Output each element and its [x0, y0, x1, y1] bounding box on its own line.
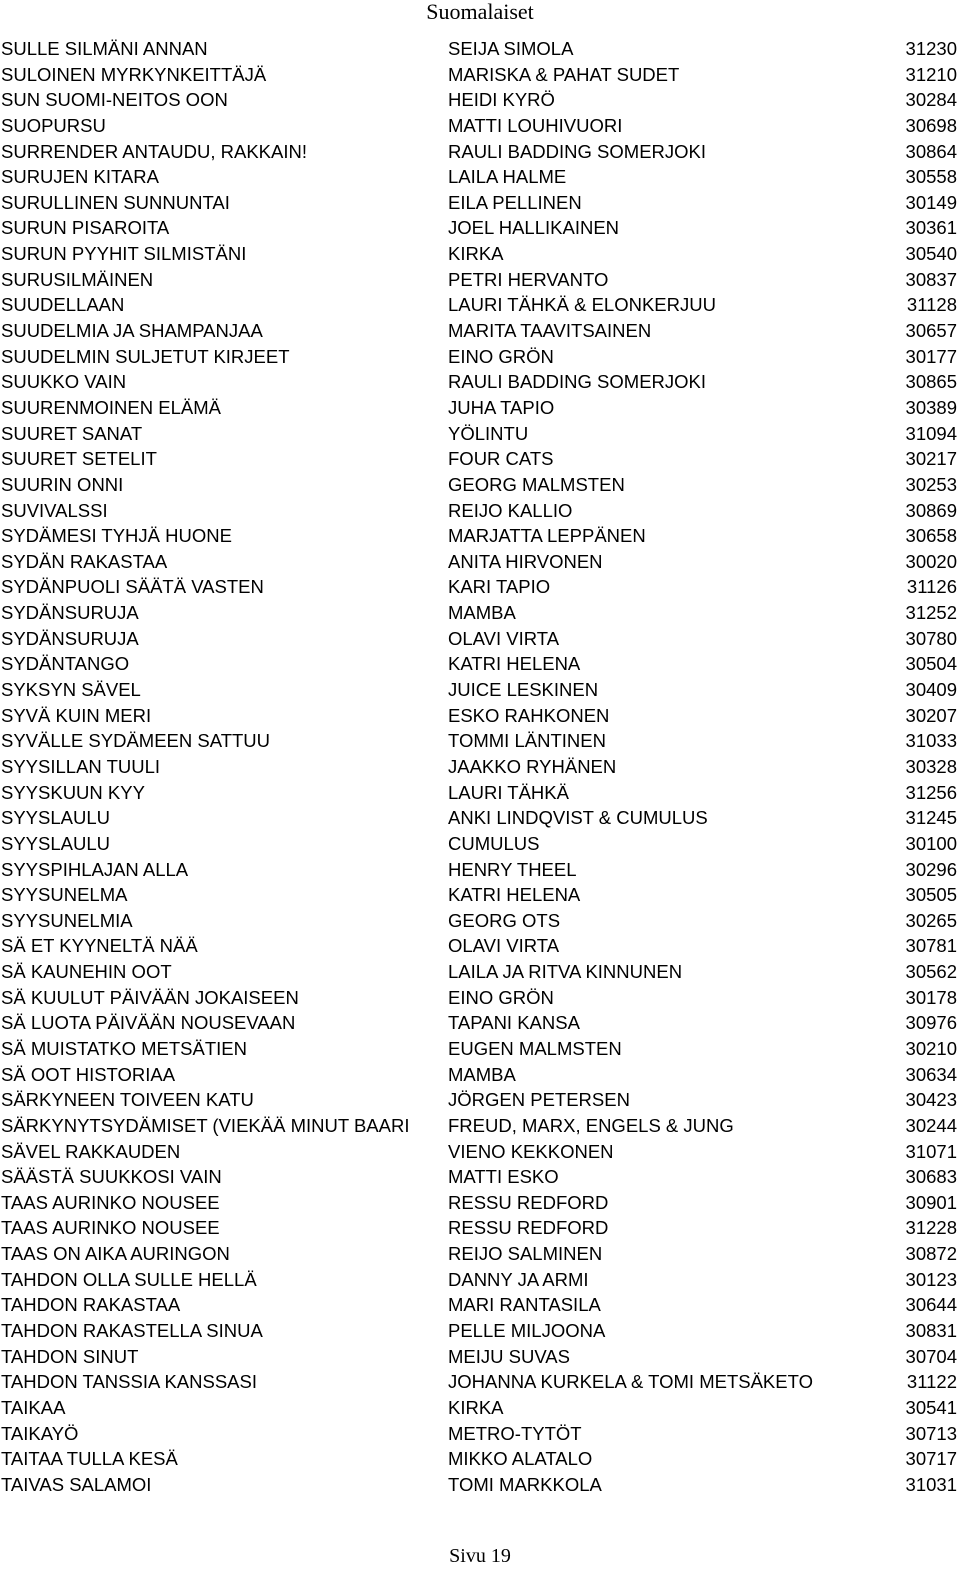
page-number: Sivu 19	[449, 1545, 511, 1567]
song-code: 30683	[905, 1166, 957, 1188]
song-title: SYYSILLAN TUULI	[1, 755, 161, 777]
song-artist: RESSU REDFORD	[448, 1217, 609, 1239]
song-row	[0, 805, 960, 831]
song-row	[0, 446, 960, 472]
song-row	[0, 1421, 960, 1447]
song-title: SULLE SILMÄNI ANNAN	[1, 38, 208, 59]
song-row	[0, 1190, 960, 1216]
song-artist: MAMBA	[448, 602, 516, 624]
song-artist: EILA PELLINEN	[448, 191, 582, 213]
song-code: 30780	[905, 627, 957, 649]
song-title: SUN SUOMI-NEITOS OON	[1, 89, 228, 111]
song-code: 31122	[906, 1371, 957, 1393]
song-row	[0, 1472, 960, 1498]
song-code: 30558	[905, 166, 957, 188]
song-code: 30296	[905, 858, 957, 880]
song-artist: RESSU REDFORD	[448, 1191, 609, 1213]
song-artist: ANKI LINDQVIST & CUMULUS	[448, 807, 708, 829]
song-title: SUURET SANAT	[1, 422, 143, 444]
song-artist: PELLE MILJOONA	[448, 1320, 606, 1342]
song-row	[0, 87, 960, 113]
song-artist: MARISKA & PAHAT SUDET	[448, 63, 680, 85]
song-title: SYVÄ KUIN MERI	[1, 704, 152, 726]
song-artist: EINO GRÖN	[448, 345, 554, 367]
song-title: TAIVAS SALAMOI	[1, 1473, 152, 1495]
song-row	[0, 1036, 960, 1062]
song-artist: KIRKA	[448, 243, 504, 265]
song-code: 30541	[905, 1396, 957, 1418]
song-row	[0, 703, 960, 729]
song-title: TAHDON SINUT	[1, 1345, 139, 1367]
song-code: 30217	[905, 448, 957, 470]
song-title: TAAS ON AIKA AURINGON	[1, 1243, 230, 1265]
song-artist: TOMMI LÄNTINEN	[448, 730, 606, 752]
song-row	[0, 959, 960, 985]
song-title: TAIKAA	[1, 1396, 66, 1418]
song-row	[0, 574, 960, 600]
song-code: 31031	[905, 1473, 957, 1495]
song-title: SÄ OOT HISTORIAA	[1, 1063, 176, 1085]
song-row	[0, 882, 960, 908]
song-title: TAHDON RAKASTELLA SINUA	[1, 1320, 263, 1342]
song-row	[0, 472, 960, 498]
song-code: 31228	[905, 1217, 957, 1239]
song-code: 31128	[906, 294, 957, 316]
song-title: SYDÄMESI TYHJÄ HUONE	[1, 525, 232, 547]
song-row	[0, 677, 960, 703]
song-artist: OLAVI VIRTA	[448, 627, 560, 649]
song-code: 30505	[905, 884, 957, 906]
song-artist: HENRY THEEL	[448, 858, 577, 880]
song-artist: JUHA TAPIO	[448, 396, 555, 418]
song-artist: KATRI HELENA	[448, 884, 581, 906]
song-code: 30178	[905, 986, 957, 1008]
song-artist: OLAVI VIRTA	[448, 935, 560, 957]
song-title: SUUKKO VAIN	[1, 371, 127, 393]
song-title: SYYSUNELMIA	[1, 909, 133, 931]
song-row	[0, 1446, 960, 1472]
song-code: 30265	[905, 909, 957, 931]
song-artist: MEIJU SUVAS	[448, 1345, 570, 1367]
song-code: 30698	[905, 114, 957, 136]
song-code: 30562	[905, 961, 957, 983]
song-title: SURUSILMÄINEN	[1, 268, 154, 290]
song-title: SULOINEN MYRKYNKEITTÄJÄ	[1, 63, 267, 85]
song-code: 31252	[905, 602, 957, 624]
song-title: SYYSUNELMA	[1, 884, 128, 906]
song-title: SÄ LUOTA PÄIVÄÄN NOUSEVAAN	[1, 1012, 296, 1034]
song-row	[0, 164, 960, 190]
song-row	[0, 1164, 960, 1190]
song-row	[0, 241, 960, 267]
song-title: TAITAA TULLA KESÄ	[1, 1448, 178, 1470]
song-code: 31094	[905, 422, 957, 444]
song-row	[0, 1087, 960, 1113]
song-code: 30177	[905, 345, 957, 367]
song-code: 30634	[905, 1063, 957, 1085]
song-title: SUURIN ONNI	[1, 473, 124, 495]
song-artist: CUMULUS	[448, 832, 540, 854]
song-row	[0, 62, 960, 88]
song-title: TAIKAYÖ	[1, 1422, 79, 1444]
song-code: 30872	[905, 1243, 957, 1265]
song-title: TAHDON RAKASTAA	[1, 1294, 181, 1316]
song-row	[0, 857, 960, 883]
song-artist: PETRI HERVANTO	[448, 268, 609, 290]
song-row	[0, 728, 960, 754]
song-artist: RAULI BADDING SOMERJOKI	[448, 371, 707, 393]
song-artist: HEIDI KYRÖ	[448, 89, 555, 111]
song-artist: JÖRGEN PETERSEN	[448, 1089, 630, 1111]
song-title: SÄ KUULUT PÄIVÄÄN JOKAISEEN	[1, 986, 299, 1008]
song-title: SYYSLAULU	[1, 832, 110, 854]
song-artist: KARI TAPIO	[448, 576, 551, 598]
song-artist: LAILA JA RITVA KINNUNEN	[448, 961, 683, 983]
song-title: SYDÄNPUOLI SÄÄTÄ VASTEN	[1, 576, 264, 598]
song-artist: KATRI HELENA	[448, 653, 581, 675]
song-artist: GEORG MALMSTEN	[448, 473, 625, 495]
song-row	[0, 1267, 960, 1293]
song-code: 31256	[905, 781, 957, 803]
song-code: 30869	[905, 499, 957, 521]
song-code: 30657	[905, 320, 957, 342]
song-artist: EINO GRÖN	[448, 986, 554, 1008]
song-artist: MARITA TAAVITSAINEN	[448, 320, 652, 342]
song-row	[0, 292, 960, 318]
song-code: 31126	[906, 576, 957, 598]
song-artist: TAPANI KANSA	[448, 1012, 580, 1034]
song-code: 30837	[905, 268, 957, 290]
song-row	[0, 369, 960, 395]
song-row	[0, 1113, 960, 1139]
song-title: SUUDELLAAN	[1, 294, 125, 316]
song-code: 30540	[905, 243, 957, 265]
song-artist: METRO-TYTÖT	[448, 1422, 582, 1444]
song-code: 30704	[905, 1345, 957, 1367]
song-artist: JUICE LESKINEN	[448, 679, 599, 701]
song-code: 30210	[905, 1037, 957, 1059]
song-row	[0, 1292, 960, 1318]
song-row	[0, 523, 960, 549]
song-row	[0, 1344, 960, 1370]
song-code: 30713	[905, 1422, 957, 1444]
song-code: 30149	[905, 191, 957, 213]
song-code: 30504	[905, 653, 957, 675]
song-row	[0, 36, 960, 62]
song-artist: JOHANNA KURKELA & TOMI METSÄKETO	[448, 1371, 813, 1393]
song-title: SYVÄLLE SYDÄMEEN SATTUU	[1, 730, 271, 752]
song-title: SUURET SETELIT	[1, 448, 157, 470]
song-title: SURUJEN KITARA	[1, 166, 159, 188]
song-artist: LAURI TÄHKÄ & ELONKERJUU	[448, 294, 716, 316]
song-title: SUVIVALSSI	[1, 499, 108, 521]
song-title: SURUN PYYHIT SILMISTÄNI	[1, 243, 247, 265]
song-row	[0, 344, 960, 370]
song-code: 30389	[905, 396, 957, 418]
song-code: 30658	[905, 525, 957, 547]
song-row	[0, 190, 960, 216]
song-title: SÄÄSTÄ SUUKKOSI VAIN	[1, 1166, 222, 1188]
song-code: 31210	[905, 63, 957, 85]
song-artist: SEIJA SIMOLA	[448, 38, 574, 59]
song-code: 30865	[905, 371, 957, 393]
song-code: 30123	[905, 1268, 957, 1290]
song-code: 30423	[905, 1089, 957, 1111]
song-title: SYYSPIHLAJAN ALLA	[1, 858, 189, 880]
song-row	[0, 1241, 960, 1267]
song-artist: MAMBA	[448, 1063, 516, 1085]
song-artist: ESKO RAHKONEN	[448, 704, 610, 726]
song-row	[0, 139, 960, 165]
song-title: SÄ ET KYYNELTÄ NÄÄ	[1, 935, 198, 957]
song-code: 31071	[905, 1140, 957, 1162]
song-code: 30284	[905, 89, 957, 111]
song-row	[0, 754, 960, 780]
song-artist: FREUD, MARX, ENGELS & JUNG	[448, 1114, 734, 1136]
song-code: 31230	[905, 38, 957, 59]
song-title: TAAS AURINKO NOUSEE	[1, 1191, 220, 1213]
song-artist: LAILA HALME	[448, 166, 567, 188]
song-artist: FOUR CATS	[448, 448, 554, 470]
song-artist: KIRKA	[448, 1396, 504, 1418]
song-row	[0, 1318, 960, 1344]
song-title: SÄ KAUNEHIN OOT	[1, 961, 172, 983]
song-row	[0, 600, 960, 626]
song-title: TAHDON TANSSIA KANSSASI	[1, 1371, 257, 1393]
song-row	[0, 780, 960, 806]
song-artist: TOMI MARKKOLA	[448, 1473, 602, 1495]
song-list	[0, 36, 960, 1498]
song-title: SUURENMOINEN ELÄMÄ	[1, 396, 221, 418]
song-title: SYDÄN RAKASTAA	[1, 550, 168, 572]
song-title: TAHDON OLLA SULLE HELLÄ	[1, 1268, 257, 1290]
song-row	[0, 549, 960, 575]
song-code: 30781	[905, 935, 957, 957]
song-row	[0, 1395, 960, 1421]
song-code: 30409	[905, 679, 957, 701]
song-row	[0, 318, 960, 344]
song-code: 30100	[905, 832, 957, 854]
song-artist: YÖLINTU	[448, 422, 529, 444]
song-row	[0, 113, 960, 139]
song-title: SYYSKUUN KYY	[1, 781, 145, 803]
song-code: 31033	[905, 730, 957, 752]
song-artist: MIKKO ALATALO	[448, 1448, 593, 1470]
song-code: 30253	[905, 473, 957, 495]
song-row	[0, 1215, 960, 1241]
song-row	[0, 626, 960, 652]
song-row	[0, 267, 960, 293]
song-title: SÄRKYNEEN TOIVEEN KATU	[1, 1089, 254, 1111]
song-title: SYKSYN SÄVEL	[1, 679, 141, 701]
song-row	[0, 1139, 960, 1165]
song-title: SYDÄNSURUJA	[1, 627, 139, 649]
song-artist: MATTI ESKO	[448, 1166, 559, 1188]
song-artist: GEORG OTS	[448, 909, 561, 931]
song-title: SURULLINEN SUNNUNTAI	[1, 191, 230, 213]
song-artist: EUGEN MALMSTEN	[448, 1037, 622, 1059]
song-title: SUUDELMIN SULJETUT KIRJEET	[1, 345, 290, 367]
song-code: 30644	[905, 1294, 957, 1316]
song-title: SÄVEL RAKKAUDEN	[1, 1140, 181, 1162]
song-artist: ANITA HIRVONEN	[448, 550, 603, 572]
song-code: 30864	[905, 140, 957, 162]
song-artist: DANNY JA ARMI	[448, 1268, 589, 1290]
page-header-title: Suomalaiset	[426, 0, 534, 24]
song-title: SUUDELMIA JA SHAMPANJAA	[1, 320, 263, 342]
song-title: SYDÄNTANGO	[1, 653, 130, 675]
song-row	[0, 831, 960, 857]
song-artist: MARJATTA LEPPÄNEN	[448, 525, 646, 547]
song-artist: MATTI LOUHIVUORI	[448, 114, 623, 136]
song-code: 30901	[905, 1191, 957, 1213]
song-artist: JOEL HALLIKAINEN	[448, 217, 620, 239]
song-code: 30976	[905, 1012, 957, 1034]
song-artist: REIJO KALLIO	[448, 499, 573, 521]
song-row	[0, 395, 960, 421]
song-code: 30244	[905, 1114, 957, 1136]
song-artist: JAAKKO RYHÄNEN	[448, 755, 617, 777]
song-title: SÄ MUISTATKO METSÄTIEN	[1, 1037, 248, 1059]
song-artist: VIENO KEKKONEN	[448, 1140, 614, 1162]
song-row	[0, 1010, 960, 1036]
song-artist: REIJO SALMINEN	[448, 1243, 603, 1265]
song-row	[0, 215, 960, 241]
song-code: 31245	[905, 807, 957, 829]
song-title: SYDÄNSURUJA	[1, 602, 139, 624]
song-artist: LAURI TÄHKÄ	[448, 781, 569, 803]
song-artist: RAULI BADDING SOMERJOKI	[448, 140, 707, 162]
song-title: SUOPURSU	[1, 114, 106, 136]
song-row	[0, 651, 960, 677]
song-title: SURRENDER ANTAUDU, RAKKAIN!	[1, 140, 307, 162]
song-title: SURUN PISAROITA	[1, 217, 170, 239]
song-code: 30361	[905, 217, 957, 239]
song-code: 30328	[905, 755, 957, 777]
song-title: SYYSLAULU	[1, 807, 110, 829]
song-title: SÄRKYNYTSYDÄMISET (VIEKÄÄ MINUT BAARI	[1, 1114, 410, 1136]
song-row	[0, 1369, 960, 1395]
song-artist: MARI RANTASILA	[448, 1294, 601, 1316]
song-row	[0, 908, 960, 934]
song-code: 30207	[905, 704, 957, 726]
song-row	[0, 933, 960, 959]
song-code: 30020	[905, 550, 957, 572]
song-row	[0, 421, 960, 447]
song-title: TAAS AURINKO NOUSEE	[1, 1217, 220, 1239]
song-code: 30717	[905, 1448, 957, 1470]
song-code: 30831	[905, 1320, 957, 1342]
song-row	[0, 985, 960, 1011]
song-row	[0, 1062, 960, 1088]
song-row	[0, 498, 960, 524]
